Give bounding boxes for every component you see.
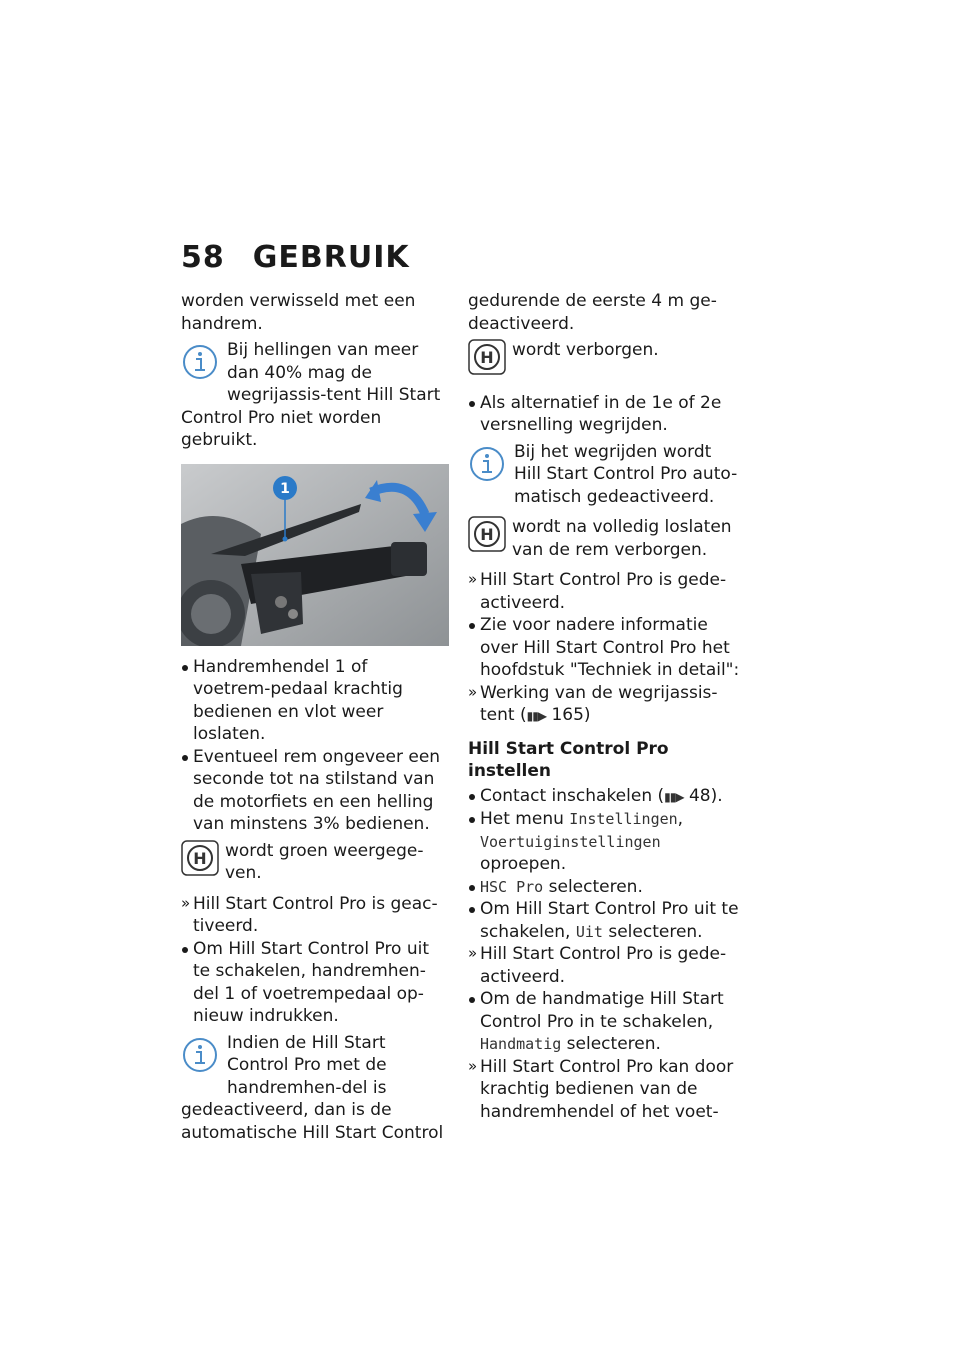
hill-start-icon: [468, 516, 506, 559]
list-text: Om Hill Start Control Pro uit te schakelen,: [480, 899, 739, 942]
list-item: Eventueel rem ongeveer een seconde tot na stilstand van de motorfiets en een helling van minstens 3% bedienen.: [181, 746, 449, 836]
list-item: [468, 898, 740, 943]
menu-path: HSC Pro: [480, 877, 544, 896]
info-note: [181, 339, 449, 452]
list-text: oproepen.: [480, 854, 567, 874]
list-item: Om Hill Start Control Pro uit te schakelen, handremhen-del 1 of voetrempedaal op-nieuw indrukken.: [181, 938, 449, 1028]
page-ref: 165): [551, 705, 591, 725]
hill-start-icon: [468, 339, 506, 382]
left-column: [181, 290, 449, 1152]
result-item: » Hill Start Control Pro kan door krachtig bedienen van de handremhendel of het voet-: [468, 1056, 740, 1124]
result-item: » Hill Start Control Pro is gede-activeerd.: [468, 569, 740, 614]
list-text: ,: [677, 809, 684, 829]
list-text: selecteren.: [561, 1034, 661, 1054]
list-item: [468, 988, 740, 1056]
figure-callout: 1: [280, 480, 290, 497]
info-note-text: Bij het wegrijden wordt Hill Start Control Pro auto-matisch gedeactiveerd.: [514, 441, 738, 507]
hint-text: wordt verborgen.: [512, 340, 659, 360]
list-text: selecteren.: [602, 921, 703, 942]
hill-start-hint: [181, 840, 449, 885]
list-item: Zie voor nadere informatie over Hill Start Control Pro het hoofdstuk "Techniek in detail":: [468, 614, 740, 682]
chapter-title: GEBRUIK: [252, 240, 410, 275]
hill-start-hint: [468, 516, 740, 561]
hill-start-hint: [468, 339, 740, 384]
result-item: » Hill Start Control Pro is geac-tiveerd.: [181, 893, 449, 938]
list-text: Het menu: [480, 809, 570, 829]
page-header: [181, 240, 410, 275]
page-ref: 48).: [688, 785, 723, 806]
section-heading: Hill Start Control Pro instellen: [468, 738, 669, 781]
list-item: [468, 808, 740, 876]
hint-text: wordt na volledig loslaten van de rem verborgen.: [512, 517, 732, 560]
result-item: » Hill Start Control Pro is gede-activeerd.: [468, 943, 740, 988]
result-item: [468, 682, 740, 728]
menu-path: Voertuiginstellingen: [480, 832, 661, 851]
info-note-text: Indien de Hill Start Control Pro met de handremhen-del is gedeactiveerd, dan is de automatische Hill Start Control: [181, 1032, 444, 1143]
menu-path: Handmatig: [480, 1035, 562, 1053]
list-item: [468, 785, 740, 809]
list-text: Om de handmatige Hill Start Control Pro in te schakelen,: [480, 989, 724, 1032]
paragraph: gedurende de eerste 4 m ge-deactiveerd.: [468, 291, 717, 334]
page-ref-arrow-icon: ▮▮▶: [664, 789, 684, 804]
info-icon: [468, 445, 506, 490]
menu-path: Instellingen: [569, 810, 678, 828]
hill-start-icon: [181, 840, 219, 883]
list-text: selecteren.: [543, 876, 643, 897]
hint-text: wordt groen weergege-ven.: [225, 840, 424, 883]
info-note: [181, 1032, 449, 1145]
info-note-text: Bij hellingen van meer dan 40% mag de wegrijassis-tent Hill Start Control Pro niet worden gebruikt.: [181, 340, 441, 450]
page-ref-arrow-icon: ▮▮▶: [526, 709, 547, 723]
right-column: [468, 290, 740, 1123]
svg-text:H: H: [480, 348, 494, 367]
svg-text:H: H: [193, 848, 207, 868]
page-number: 58: [181, 240, 225, 275]
menu-path: Uit: [575, 922, 603, 941]
list-item: [468, 876, 740, 899]
list-text: Contact inschakelen (: [480, 785, 665, 806]
result-text: Werking van de wegrijassis-tent (: [480, 682, 718, 725]
info-icon: [181, 1036, 219, 1081]
svg-text:H: H: [480, 525, 494, 544]
list-item: Handremhendel 1 of voetrem-pedaal krachtig bedienen en vlot weer loslaten.: [181, 656, 449, 746]
info-note: [468, 441, 740, 509]
list-item: Als alternatief in de 1e of 2e versnelling wegrijden.: [468, 392, 740, 437]
paragraph: worden verwisseld met een handrem.: [181, 291, 416, 334]
brake-lever-photo: [181, 464, 449, 646]
info-icon: [181, 343, 219, 388]
